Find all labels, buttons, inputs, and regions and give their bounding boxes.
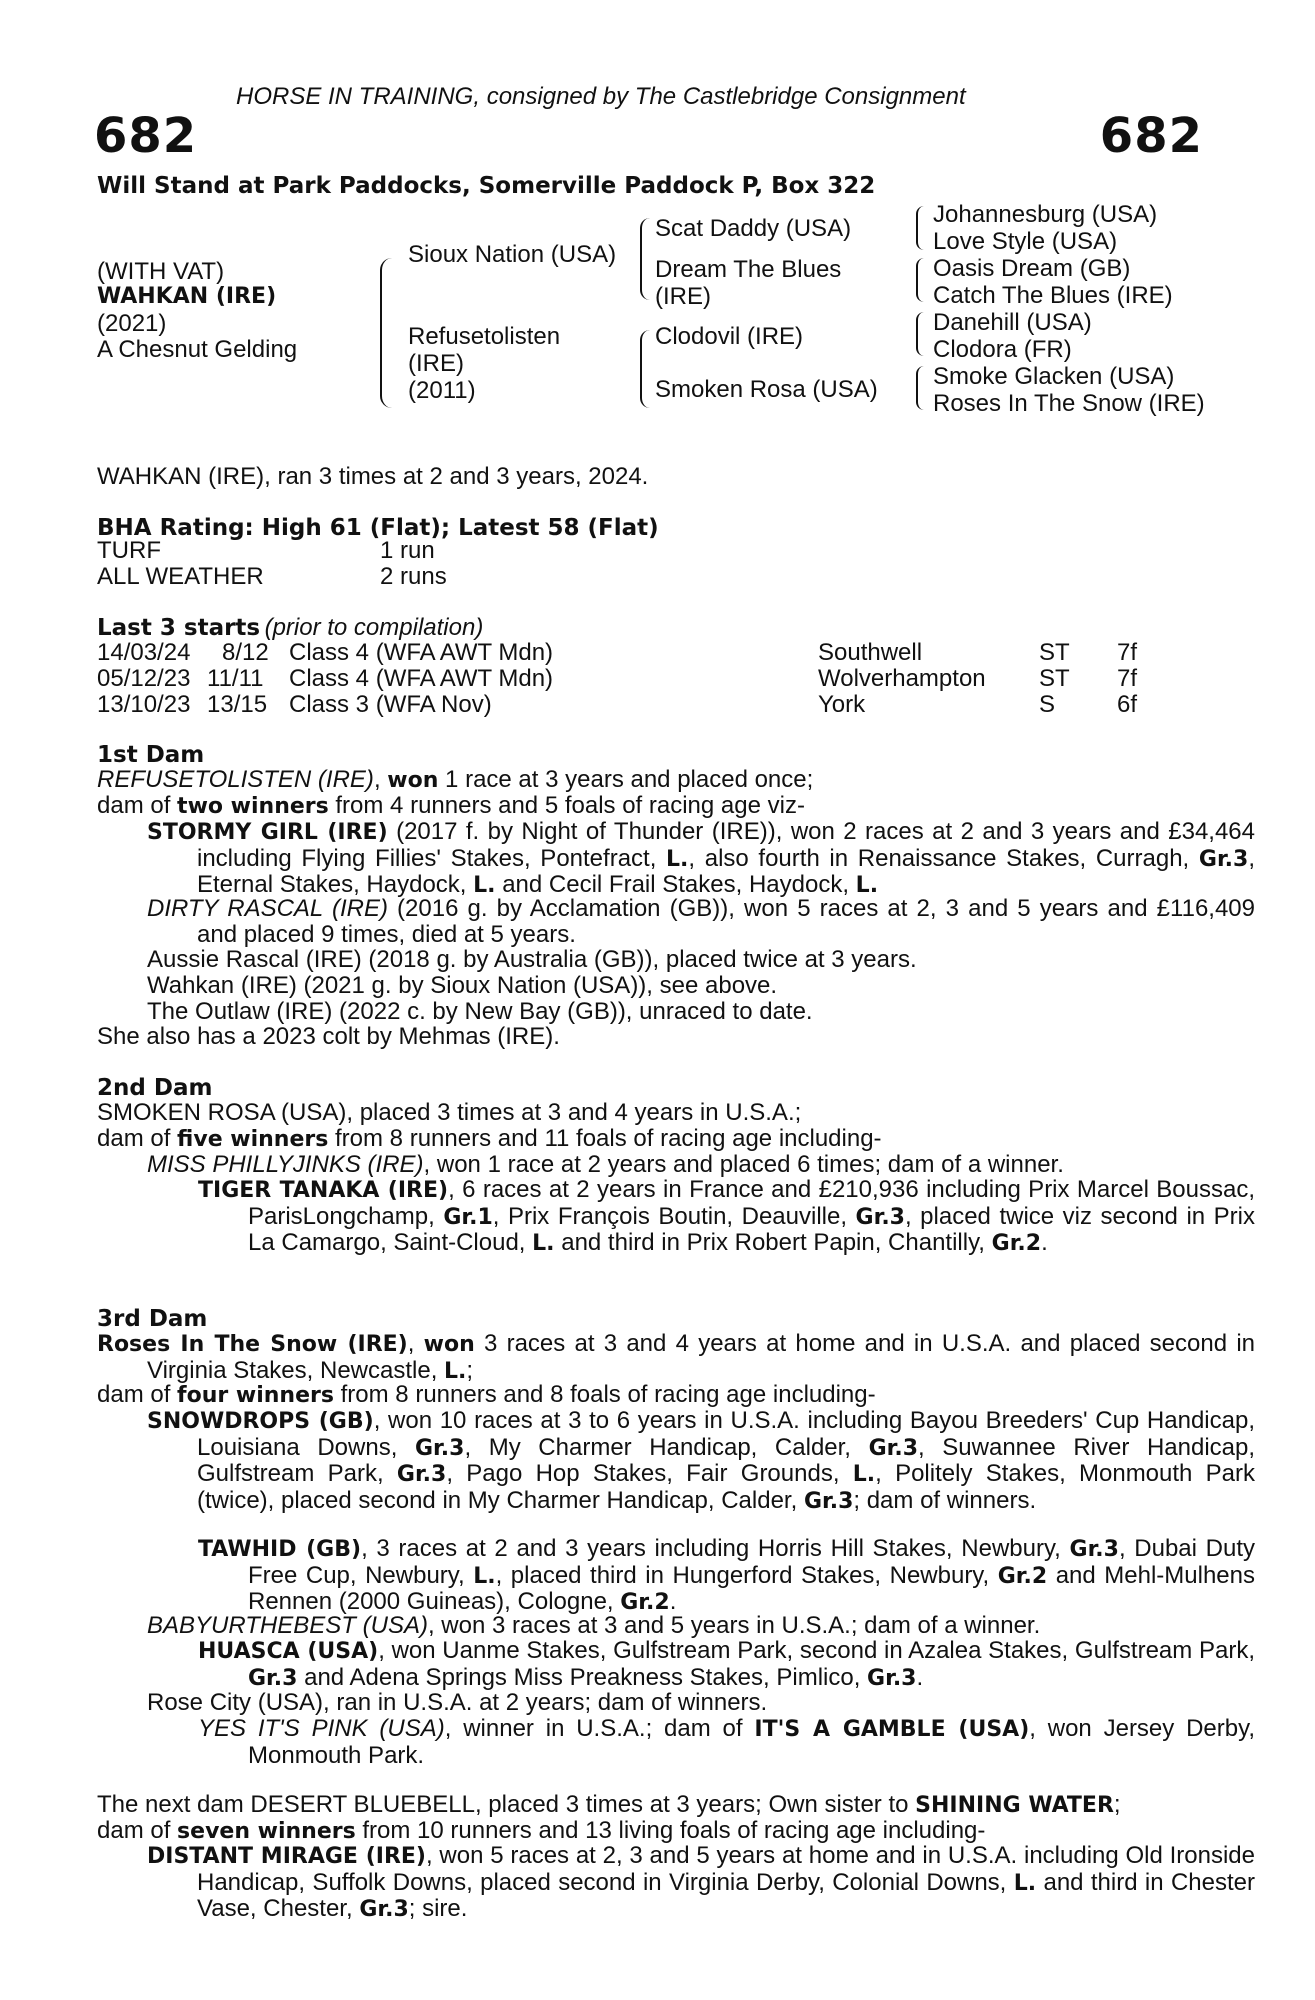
winners-count: two winners <box>177 794 329 819</box>
third-dam-heading: 3rd Dam <box>97 1306 208 1332</box>
group-mark: Gr.3 <box>359 1897 409 1922</box>
stand-location: Will Stand at Park Paddocks, Somerville Paddock P, Box 322 <box>97 173 876 199</box>
listed-mark: L. <box>855 873 879 898</box>
first-dam-produce-line <box>97 793 805 820</box>
group-mark: Gr.3 <box>855 1204 905 1230</box>
second-dam-heading: 2nd Dam <box>97 1075 213 1101</box>
group-mark: Gr.3 <box>415 1435 465 1461</box>
progeny-name: TIGER TANAKA (IRE) <box>198 1178 449 1203</box>
start-going: S <box>1039 691 1056 718</box>
pedigree-ssd: Love Style (USA) <box>933 228 1118 255</box>
punctuation: ; <box>1113 1791 1121 1818</box>
winners-count: five winners <box>177 1127 329 1152</box>
start-distance: 7f <box>1117 665 1138 692</box>
progeny-text: , won 10 races at 3 to 6 years in U.S.A. including Bayou Breeders' Cup Handicap, Louisiana Downs, <box>197 1407 1255 1461</box>
progeny-text: , also fourth in Renaissance Stakes, Curragh, <box>688 844 1199 872</box>
first-dam-name: REFUSETOLISTEN (IRE) <box>97 766 374 793</box>
progeny-the-outlaw: The Outlaw (IRE) (2022 c. by New Bay (GB)), unraced to date. <box>147 998 813 1025</box>
progeny-babyurthebest <box>147 1613 1040 1639</box>
pedigree-brace-sire <box>640 218 650 300</box>
race-summary: WAHKAN (IRE), ran 3 times at 2 and 3 years, 2024. <box>97 463 649 490</box>
start-going: ST <box>1039 665 1070 692</box>
group-mark: Gr.3 <box>803 1488 854 1514</box>
next-dam-text: The next dam DESERT BLUEBELL, placed 3 times at 3 years; Own sister to <box>97 1791 916 1818</box>
dam-of-text: dam of <box>97 1125 178 1152</box>
lot-number-left: 682 <box>94 108 198 164</box>
dam-of-text: dam of <box>97 1381 178 1408</box>
pedigree-sdd: Catch The Blues (IRE) <box>933 282 1173 309</box>
winners-count: seven winners <box>177 1819 356 1844</box>
horse-description: A Chesnut Gelding <box>97 336 298 363</box>
third-dam-name: Roses In The Snow (IRE) <box>97 1332 408 1357</box>
start-going: ST <box>1039 639 1070 666</box>
progeny-text: , Pago Hop Stakes, Fair Grounds, <box>446 1460 853 1487</box>
group-mark: Gr.2 <box>620 1590 670 1615</box>
progeny-text: . <box>1041 1229 1048 1256</box>
start-distance: 7f <box>1117 639 1138 666</box>
group-mark: Gr.3 <box>248 1665 298 1691</box>
progeny-text: , My Charmer Handicap, Calder, <box>464 1433 869 1461</box>
first-dam-record: 1 race at 3 years and placed once; <box>438 766 814 793</box>
progeny-text: , Prix François Boutin, Deauville, <box>492 1202 856 1230</box>
pedigree-dam-dam: Smoken Rosa (USA) <box>655 376 878 403</box>
progeny-text: , winner in U.S.A.; dam of <box>444 1715 755 1742</box>
progeny-dirty-rascal <box>147 896 1255 947</box>
progeny-name: TAWHID (GB) <box>198 1537 362 1562</box>
horse-year: (2021) <box>97 310 167 337</box>
horse-name: WAHKAN (IRE) <box>97 284 277 309</box>
pedigree-dds: Smoke Glacken (USA) <box>933 363 1175 390</box>
progeny-miss-phillyjinks <box>147 1152 1064 1178</box>
second-dam-produce-line <box>97 1126 882 1153</box>
progeny-text: ; sire. <box>408 1895 468 1922</box>
pedigree-sds: Oasis Dream (GB) <box>933 255 1131 282</box>
progeny-text: , won Jersey Derby, Monmouth Park. <box>248 1715 1255 1769</box>
group-mark: Gr.3 <box>1069 1537 1119 1562</box>
listed-mark: L. <box>532 1231 555 1256</box>
pedigree-dam-year: (2011) <box>408 377 476 404</box>
progeny-name: IT'S A GAMBLE (USA) <box>754 1717 1030 1742</box>
dam-of-text: dam of <box>97 792 178 819</box>
pedigree-brace-dd <box>916 366 924 410</box>
progeny-name: DISTANT MIRAGE (IRE) <box>147 1844 426 1869</box>
progeny-text: , won 3 races at 3 and 5 years in U.S.A.; dam of a winner. <box>427 1612 1041 1639</box>
start-course: Wolverhampton <box>818 665 986 692</box>
progeny-snowdrops <box>147 1408 1255 1514</box>
pedigree-dsd: Clodora (FR) <box>933 336 1072 363</box>
progeny-wahkan: Wahkan (IRE) (2021 g. by Sioux Nation (USA)), see above. <box>147 972 778 999</box>
progeny-text: . <box>916 1663 924 1691</box>
first-dam-won: won <box>387 768 439 793</box>
progeny-tawhid <box>198 1536 1255 1616</box>
progeny-huasca <box>198 1638 1255 1691</box>
progeny-text: , won 5 races at 2, 3 and 5 years at home and in U.S.A. including Old Ironside Handicap, Suffolk Downs, placed second in Virginia Derby, Colonial Downs, <box>197 1842 1256 1896</box>
listed-mark: L. <box>666 846 689 872</box>
listed-mark: L. <box>1013 1870 1037 1896</box>
progeny-name: SNOWDROPS (GB) <box>147 1409 374 1434</box>
first-dam-heading: 1st Dam <box>97 742 205 768</box>
third-dam-record: 3 races at 3 and 4 years at home and in U.S.A. and placed second in Virginia Stakes, Newcastle, <box>147 1330 1255 1384</box>
start-race: Class 3 (WFA Nov) <box>289 691 492 718</box>
group-mark: Gr.3 <box>867 1665 917 1691</box>
progeny-text: , placed third in Hungerford Stakes, Newbury, <box>495 1561 998 1589</box>
runners-foals-text: from 8 runners and 11 foals of racing age including- <box>328 1125 882 1152</box>
winners-count: four winners <box>177 1383 334 1408</box>
listed-mark: L. <box>473 1563 496 1589</box>
progeny-aussie-rascal: Aussie Rascal (IRE) (2018 g. by Australia (GB)), placed twice at 3 years. <box>147 946 917 973</box>
progeny-yes-its-pink <box>198 1716 1255 1768</box>
vat-note: (WITH VAT) <box>97 258 225 285</box>
progeny-name: YES IT'S PINK (USA) <box>198 1715 445 1742</box>
dam-of-text: dam of <box>97 1817 178 1844</box>
progeny-text: , 3 races at 2 and 3 years including Horris Hill Stakes, Newbury, <box>361 1535 1070 1562</box>
progeny-text: and Adena Springs Miss Preakness Stakes, Pimlico, <box>297 1663 868 1691</box>
progeny-text: and Mehl-Mulhens Rennen (2000 Guineas), Cologne, <box>248 1561 1255 1615</box>
pedigree-brace-ss <box>916 206 924 250</box>
progeny-text: . <box>669 1588 677 1615</box>
start-course: Southwell <box>818 639 923 666</box>
rating-surface-turf: TURF <box>97 537 161 564</box>
pedigree-sire-dam-country: (IRE) <box>655 283 711 310</box>
pedigree-ddd: Roses In The Snow (IRE) <box>933 390 1205 417</box>
lot-number-right: 682 <box>1099 108 1203 164</box>
progeny-name: STORMY GIRL (IRE) <box>147 820 388 845</box>
progeny-text: (2016 g. by Acclamation (GB)), won 5 races at 2, 3 and 5 years and £116,409 and placed 9 times, died at 5 years. <box>197 895 1256 948</box>
pedigree-dss: Danehill (USA) <box>933 309 1092 336</box>
group-mark: Gr.2 <box>991 1231 1042 1256</box>
progeny-name: HUASCA (USA) <box>198 1639 379 1664</box>
first-dam-line: REFUSETOLISTEN (IRE), won 1 race at 3 years and placed once; <box>97 766 814 793</box>
progeny-text: , placed twice viz second in Prix La Camargo, Saint-Cloud, <box>248 1202 1255 1256</box>
next-dam-sister: SHINING WATER <box>915 1793 1114 1818</box>
progeny-text: (2017 f. by Night of Thunder (IRE)), won 2 races at 2 and 3 years and £34,464 including Flying Fillies' Stakes, Pontefract, <box>197 818 1256 872</box>
group-mark: Gr.2 <box>997 1563 1048 1589</box>
progeny-text: , won Uanme Stakes, Gulfstream Park, second in Azalea Stakes, Gulfstream Park, <box>378 1637 1255 1664</box>
progeny-text: and third in Chester Vase, Chester, <box>197 1868 1256 1922</box>
second-dam-line: SMOKEN ROSA (USA), placed 3 times at 3 and 4 years in U.S.A.; <box>97 1099 802 1126</box>
bha-rating-heading: BHA Rating: High 61 (Flat); Latest 58 (Flat) <box>97 515 659 541</box>
pedigree-sire-dam: Dream The Blues <box>655 256 842 283</box>
consignment-line: HORSE IN TRAINING, consigned by The Castlebridge Consignment <box>236 83 966 110</box>
pedigree-sire-sire: Scat Daddy (USA) <box>655 215 852 242</box>
pedigree-sss: Johannesburg (USA) <box>933 201 1158 228</box>
group-mark: Gr.1 <box>443 1204 493 1230</box>
progeny-tiger-tanaka <box>198 1177 1255 1257</box>
progeny-text: and Cecil Frail Stakes, Haydock, <box>495 871 856 898</box>
progeny-name: BABYURTHEBEST (USA) <box>147 1612 428 1639</box>
pedigree-dam-country: (IRE) <box>408 350 464 377</box>
start-race: Class 4 (WFA AWT Mdn) <box>289 665 554 692</box>
third-dam-line: Roses In The Snow (IRE), won 3 races at 3 and 4 years at home and in U.S.A. and placed second in Virginia Stakes, Newcastle, L.; <box>97 1330 1255 1384</box>
third-dam-produce-line <box>97 1382 876 1409</box>
start-date: 14/03/24 <box>97 639 191 666</box>
progeny-text: , Suwannee River Handicap, Gulfstream Park, <box>197 1433 1256 1487</box>
progeny-text: , won 1 race at 2 years and placed 6 times; dam of a winner. <box>423 1151 1064 1178</box>
group-mark: Gr.3 <box>1198 846 1249 872</box>
runners-foals-text: from 8 runners and 8 foals of racing age including- <box>333 1381 876 1408</box>
runners-foals-text: from 10 runners and 13 living foals of racing age including- <box>355 1817 986 1844</box>
first-dam-colt: She also has a 2023 colt by Mehmas (IRE). <box>97 1023 560 1050</box>
last-starts-heading <box>97 615 483 641</box>
listed-mark: L. <box>852 1462 876 1487</box>
pedigree-dam-sire: Clodovil (IRE) <box>655 323 804 350</box>
progeny-name: DIRTY RASCAL (IRE) <box>147 895 388 922</box>
start-distance: 6f <box>1117 691 1138 718</box>
progeny-text: , Politely Stakes, Monmouth Park (twice), placed second in My Charmer Handicap, Calder, <box>197 1460 1255 1514</box>
next-dam-produce-line <box>97 1818 985 1845</box>
progeny-text: , 6 races at 2 years in France and £210,936 including Prix Marcel Boussac, ParisLongchamp, <box>248 1176 1255 1230</box>
start-position: 8/12 <box>222 639 269 666</box>
rating-runs-aw: 2 runs <box>380 563 447 590</box>
start-position: 11/11 <box>207 665 264 692</box>
pedigree-brace-dam <box>640 330 650 408</box>
progeny-text: , Dubai Duty Free Cup, Newbury, <box>248 1535 1256 1589</box>
start-race: Class 4 (WFA AWT Mdn) <box>289 639 554 666</box>
listed-mark: L. <box>444 1358 467 1384</box>
last-starts-note: (prior to compilation) <box>264 614 484 641</box>
listed-mark: L. <box>473 873 496 898</box>
start-date: 05/12/23 <box>97 665 191 692</box>
rating-runs-turf: 1 run <box>380 537 435 564</box>
start-date: 13/10/23 <box>97 691 191 718</box>
start-course: York <box>818 691 866 718</box>
group-mark: Gr.3 <box>868 1435 919 1461</box>
progeny-text: , Eternal Stakes, Haydock, <box>197 844 1255 898</box>
runners-foals-text: from 4 runners and 5 foals of racing age viz- <box>328 792 805 819</box>
rating-surface-aw: ALL WEATHER <box>97 563 264 590</box>
progeny-name: MISS PHILLYJINKS (IRE) <box>147 1151 424 1178</box>
pedigree-dam: Refusetolisten <box>408 323 561 350</box>
progeny-stormy-girl <box>147 819 1255 899</box>
progeny-text: ; dam of winners. <box>853 1486 1037 1514</box>
third-dam-won: won <box>423 1332 475 1357</box>
group-mark: Gr.3 <box>396 1462 447 1487</box>
pedigree-brace-main <box>380 258 392 408</box>
progeny-text: and third in Prix Robert Papin, Chantilly, <box>554 1229 992 1256</box>
last-starts-title: Last 3 starts <box>97 615 261 641</box>
next-dam-line <box>97 1792 1121 1819</box>
pedigree-sire: Sioux Nation (USA) <box>408 241 617 268</box>
punctuation: ; <box>466 1356 474 1384</box>
pedigree-brace-ds <box>916 312 924 356</box>
pedigree-brace-sd <box>916 258 924 302</box>
progeny-rose-city: Rose City (USA), ran in U.S.A. at 2 years; dam of winners. <box>147 1689 768 1716</box>
progeny-distant-mirage <box>147 1843 1255 1923</box>
start-position: 13/15 <box>207 691 268 718</box>
